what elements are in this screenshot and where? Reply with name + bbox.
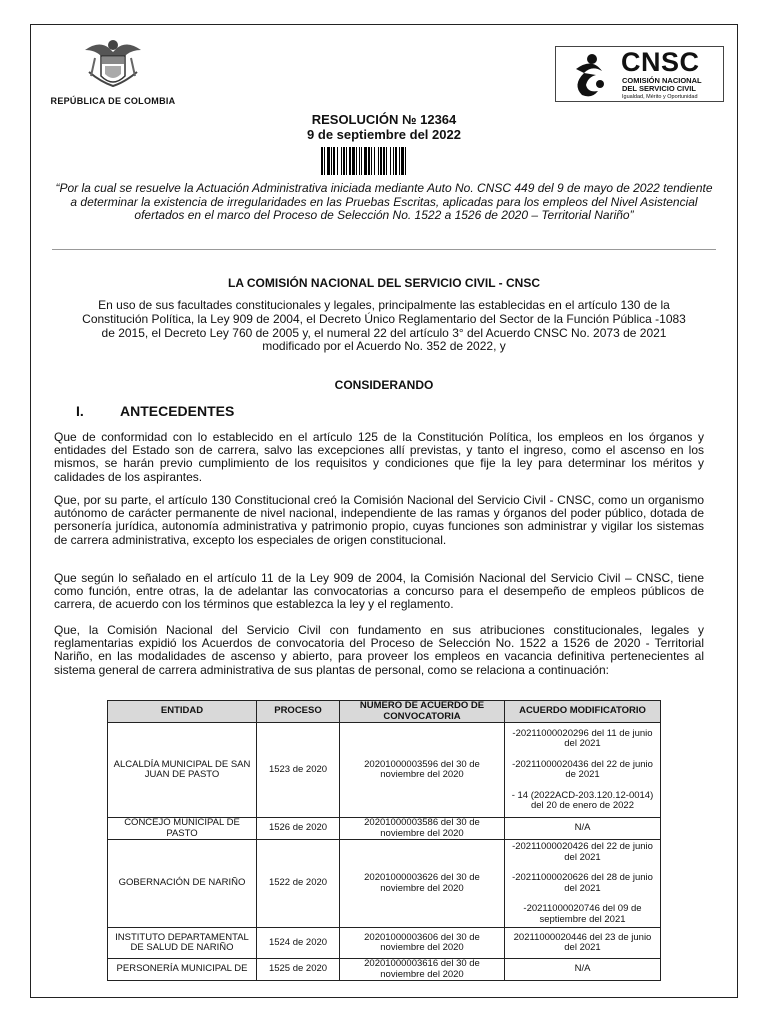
cell-entidad: ALCALDÍA MUNICIPAL DE SAN JUAN DE PASTO [108, 723, 257, 818]
commission-heading: LA COMISIÓN NACIONAL DEL SERVICIO CIVIL - CNSC [227, 276, 541, 290]
table-row [108, 959, 661, 981]
logo-acronym: CNSC [621, 47, 700, 77]
cell-acuerdo: 20201000003626 del 30 de noviembre del 2020 [340, 840, 505, 928]
cell-proceso: 1524 de 2020 [257, 928, 340, 959]
cell-acuerdo: 20201000003616 del 30 de noviembre del 2020 [340, 959, 505, 981]
modificatorio-entry: - 14 (2022ACD-203.120.12-0014) del 20 de enero de 2022 [511, 789, 654, 811]
cell-modificatorio [505, 723, 661, 818]
table-row [108, 818, 661, 840]
table-header-row [108, 701, 661, 723]
cell-modificatorio: N/A [505, 959, 661, 981]
table-row [108, 928, 661, 959]
cell-acuerdo: 20201000003596 del 30 de noviembre del 2020 [340, 723, 505, 818]
table-header-cell: PROCESO [257, 701, 340, 723]
cell-proceso: 1522 de 2020 [257, 840, 340, 928]
cell-modificatorio [505, 840, 661, 928]
section-heading [76, 403, 234, 419]
cell-entidad: CONCEJO MUNICIPAL DE PASTO [108, 818, 257, 840]
modificatorio-entry: -20211000020426 del 22 de junio del 2021 [512, 841, 653, 863]
table-row [108, 723, 661, 818]
logo-line-2: DEL SERVICIO CIVIL [622, 84, 696, 93]
table-header-cell: ACUERDO MODIFICATORIO [505, 701, 661, 723]
cnsc-logo [555, 46, 724, 102]
coat-of-arms [48, 36, 178, 106]
paragraph-2: Que, por su parte, el artículo 130 Constitucional creó la Comisión Nacional del Servicio Civil - CNSC, como un organismo autónomo de carácter permanente de nivel nacional, independiente de las ramas y órganos del poder público, dotada de personería jurídica, autonomía administrativa y patrimonio propio, cuyas funciones son administrar y vigilar los sistemas de carrera administrativa, excepto los especiales de origen constitucional. [54, 493, 704, 547]
cell-modificatorio: 20211000020446 del 23 de junio del 2021 [505, 928, 661, 959]
facultades-paragraph: En uso de sus facultades constitucionales y legales, principalmente las establecidas en el artículo 130 de la Constitución Política, la Ley 909 de 2004, el Decreto Único Reglamentario del Sector de la Función Pública -1083 de 2015, el Decreto Ley 760 de 2005 y, el numeral 22 del artículo 3° del Acuerdo CNSC No. 2073 de 2021 modificado por el Acuerdo No. 352 de 2022, y [82, 298, 686, 354]
country-label: REPÚBLICA DE COLOMBIA [50, 96, 176, 106]
cell-proceso: 1526 de 2020 [257, 818, 340, 840]
cell-entidad: GOBERNACIÓN DE NARIÑO [108, 840, 257, 928]
paragraph-3: Que según lo señalado en el artículo 11 de la Ley 909 de 2004, la Comisión Nacional del Servicio Civil – CNSC, tiene como función, entre otras, la de adelantar las convocatorias a concurso para el desempeño de empleos públicos de carrera, de acuerdo con los términos que establezca la ley y el reglamento. [54, 571, 704, 612]
section-number: I. [76, 403, 84, 419]
cell-proceso: 1523 de 2020 [257, 723, 340, 818]
considerando-heading: CONSIDERANDO [334, 378, 434, 392]
modificatorio-entry: -20211000020296 del 11 de junio del 2021 [512, 727, 653, 749]
divider [52, 249, 716, 250]
cell-modificatorio: N/A [505, 818, 661, 840]
convocatoria-table [107, 700, 661, 981]
table-header-cell: ENTIDAD [108, 701, 257, 723]
logo-line-1: COMISIÓN NACIONAL [622, 76, 702, 85]
paragraph-1: Que de conformidad con lo establecido en el artículo 125 de la Constitución Política, los empleos en los órganos y entidades del Estado son de carrera, salvo las excepciones allí previstas, y tanto el ingreso, como el ascenso en los mismos, se harán previo cumplimiento de los requisitos y condiciones que fije la ley para determinar los méritos y calidades de los aspirantes. [54, 430, 704, 484]
table-header-cell: NUMERO DE ACUERDO DE CONVOCATORIA [340, 701, 505, 723]
resolution-subject: “Por la cual se resuelve la Actuación Administrativa iniciada mediante Auto No. CNSC 449 del 9 de mayo de 2022 tendiente a determinar la existencia de irregularidades en las Pruebas Escritas, aplicadas para los empleos del Nivel Asistencial ofertados en el marco del Proceso de Selección No. 1522 a 1526 de 2020 – Territorial Nariño” [55, 181, 713, 222]
coat-of-arms-icon [81, 36, 145, 92]
resolution-date: 9 de septiembre del 2022 [307, 127, 461, 142]
cell-acuerdo: 20201000003586 del 30 de noviembre del 2020 [340, 818, 505, 840]
cell-acuerdo: 20201000003606 del 30 de noviembre del 2020 [340, 928, 505, 959]
cell-proceso: 1525 de 2020 [257, 959, 340, 981]
cell-entidad: INSTITUTO DEPARTAMENTAL DE SALUD DE NARIÑO [108, 928, 257, 959]
cnsc-emblem-icon [562, 51, 616, 99]
table-row [108, 840, 661, 928]
modificatorio-entry: -20211000020436 del 22 de junio de 2021 [512, 758, 653, 780]
resolution-title: RESOLUCIÓN № 12364 [311, 112, 457, 127]
section-title: ANTECEDENTES [120, 403, 235, 419]
modificatorio-entry: -20211000020626 del 28 de junio del 2021 [512, 872, 653, 894]
barcode [321, 147, 447, 175]
paragraph-4: Que, la Comisión Nacional del Servicio Civil con fundamento en sus atribuciones constitucionales, legales y reglamentarias expidió los Acuerdos de convocatoria del Proceso de Selección No. 1522 a 1526 de 2020 - Territorial Nariño, en las modalidades de ascenso y abierto, para proveer los empleos en vacancia definitiva pertenecientes al sistema general de carrera administrativa de sus plantas de personal, como se relaciona a continuación: [54, 623, 704, 677]
modificatorio-entry: -20211000020746 del 09 de septiembre del 2021 [523, 903, 642, 925]
logo-tagline: Igualdad, Mérito y Oportunidad [622, 94, 698, 100]
cell-entidad: PERSONERÍA MUNICIPAL DE [108, 959, 257, 981]
